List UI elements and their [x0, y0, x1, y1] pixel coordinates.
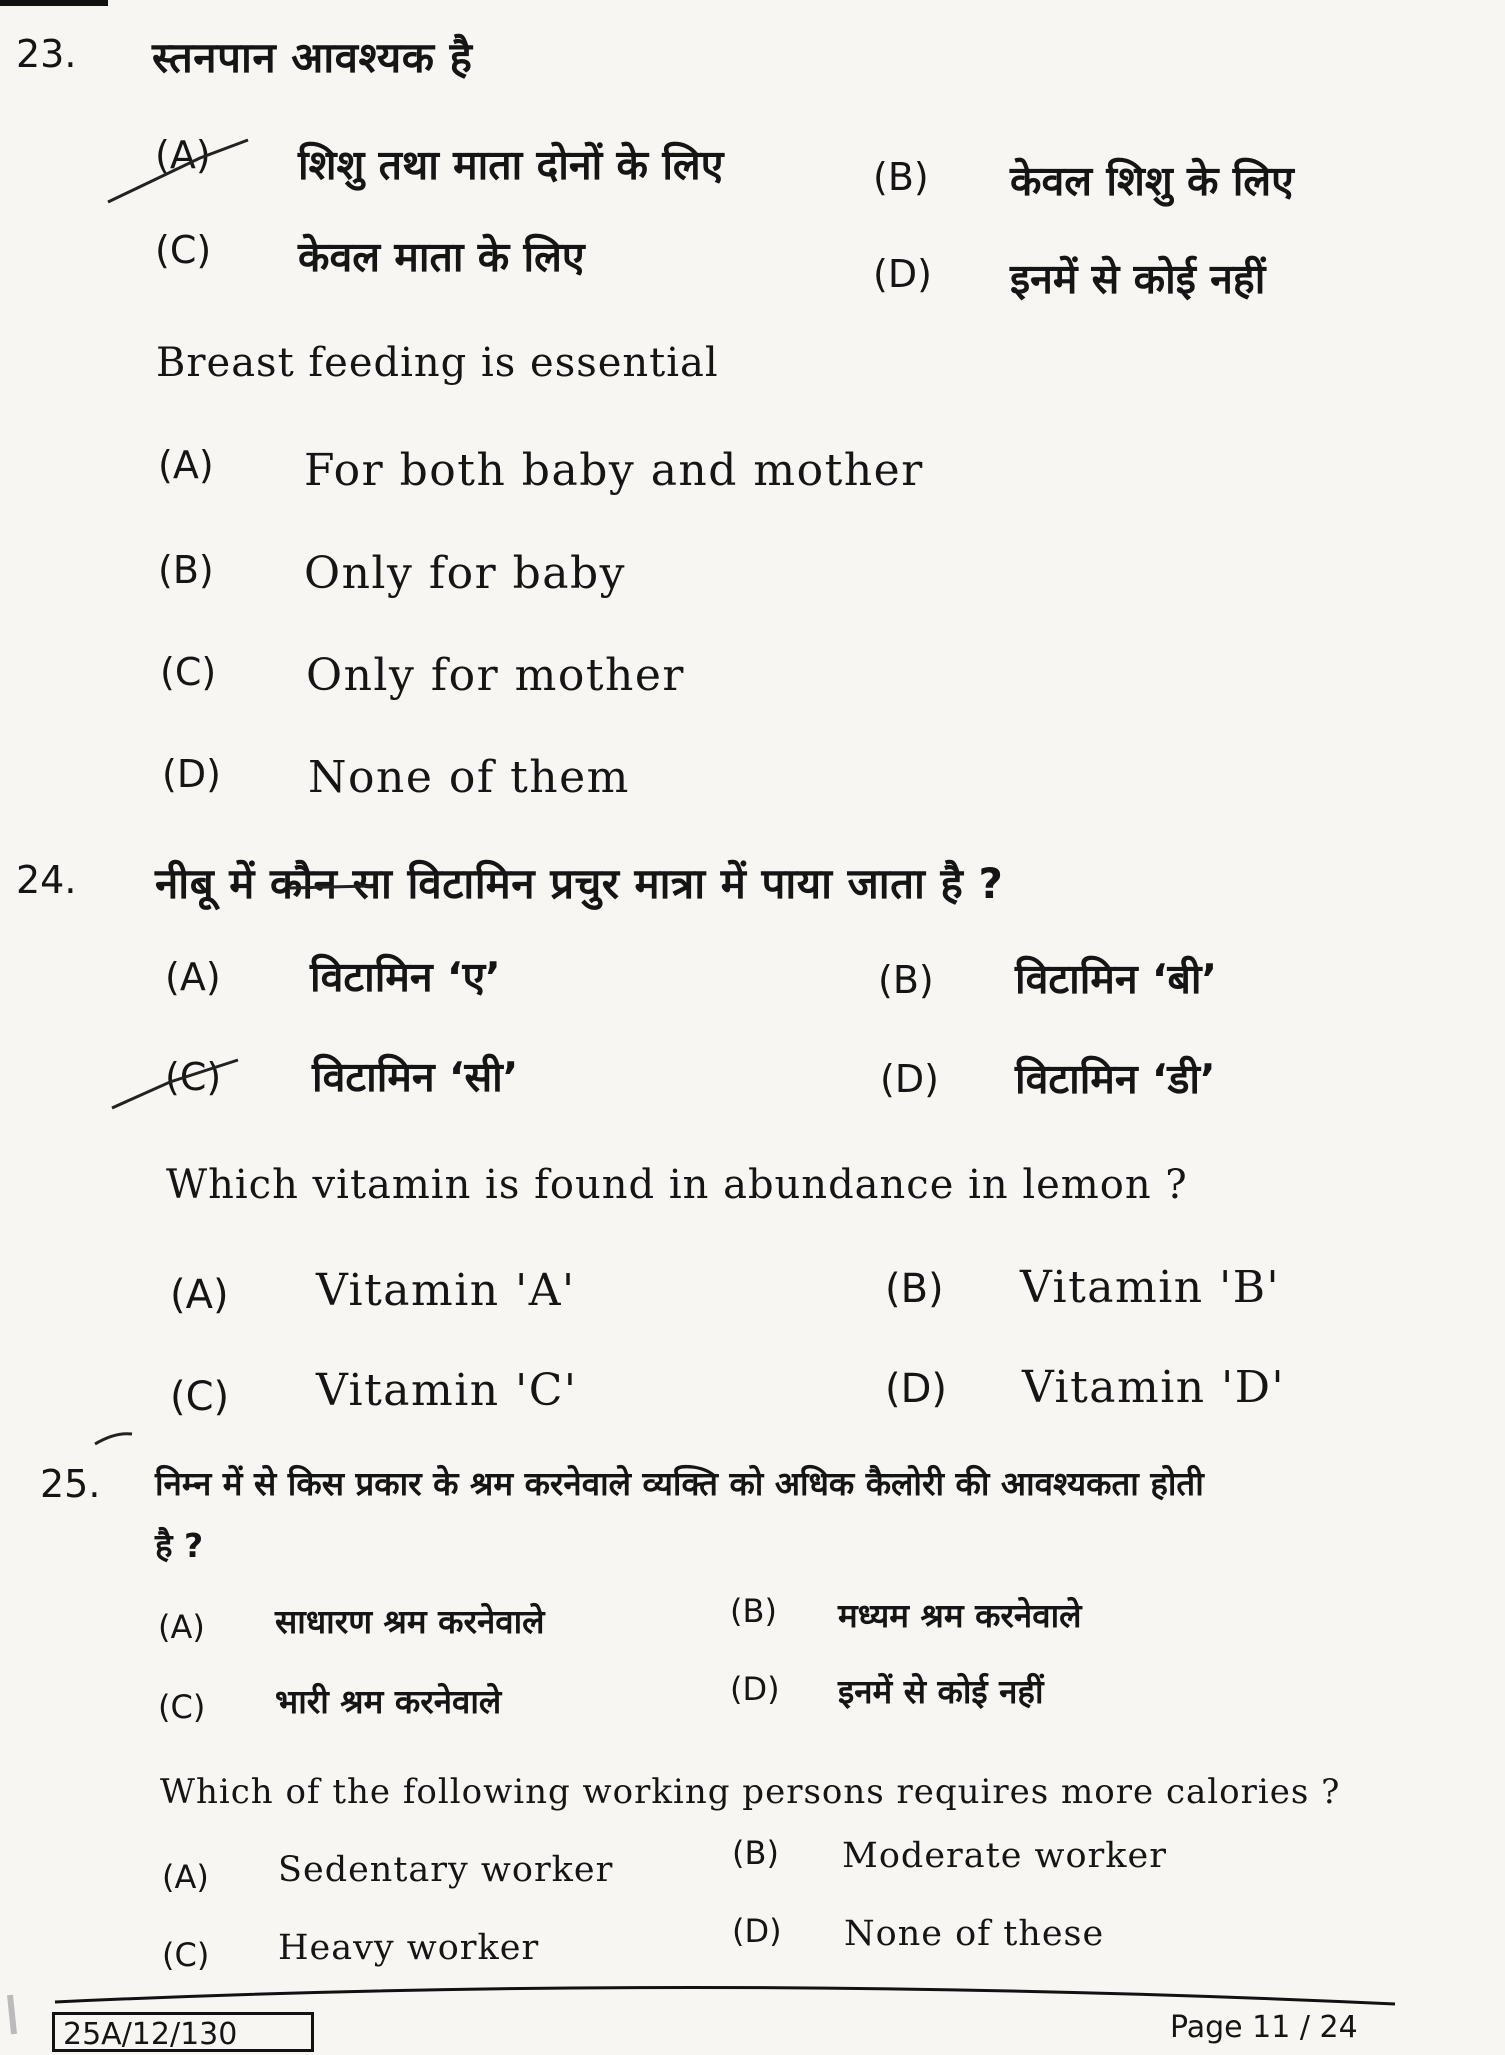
- q24-english-question: Which vitamin is found in abundance in lemon ?: [166, 1162, 1188, 1208]
- q25-hi-b-text: मध्यम श्रम करनेवाले: [838, 1596, 1082, 1635]
- q23-hi-d-label: (D): [873, 252, 932, 296]
- page-bottom-rule: [55, 1987, 1395, 2004]
- q25-number: 25.: [40, 1462, 101, 1506]
- q24-hi-b-label: (B): [878, 958, 934, 1002]
- page-number: Page 11 / 24: [1170, 2010, 1358, 2045]
- q25-hi-d-label: (D): [730, 1670, 780, 1708]
- q24-hi-a-text: विटामिन ‘ए’: [310, 953, 501, 1001]
- q24-en-b-label: (B): [885, 1266, 944, 1312]
- q25-english-question: Which of the following working persons requires more calories ?: [160, 1772, 1341, 1812]
- q25-hi-c-text: भारी श्रम करनेवाले: [275, 1682, 502, 1721]
- q25-en-c-text: Heavy worker: [278, 1928, 540, 1968]
- q23-en-a-label: (A): [158, 443, 214, 487]
- q25-en-c-label: (C): [162, 1936, 210, 1974]
- q23-en-a-text: For both baby and mother: [304, 445, 924, 496]
- q23-hi-a-label: (A): [155, 133, 211, 177]
- q25-hindi-question-line1: निम्न में से किस प्रकार के श्रम करनेवाले व्यक्ति को अधिक कैलोरी की आवश्यकता होती: [155, 1464, 1204, 1503]
- q23-hi-b-text: केवल शिशु के लिए: [1010, 157, 1294, 205]
- left-edge-smudge: [10, 1995, 14, 2034]
- q25-hi-d-text: इनमें से कोई नहीं: [838, 1672, 1044, 1711]
- q23-en-b-label: (B): [158, 548, 214, 592]
- q23-en-b-text: Only for baby: [304, 548, 627, 599]
- q23-en-c-label: (C): [160, 650, 217, 694]
- q24-hi-b-text: विटामिन ‘बी’: [1015, 955, 1218, 1003]
- q25-en-d-text: None of these: [844, 1914, 1105, 1954]
- q25-hi-a-label: (A): [158, 1608, 205, 1646]
- q24-en-d-label: (D): [885, 1366, 948, 1412]
- q23-en-c-text: Only for mother: [306, 650, 685, 701]
- q25-hi-b-label: (B): [730, 1592, 777, 1630]
- q23-number: 23.: [16, 32, 77, 76]
- q24-hi-d-label: (D): [880, 1057, 939, 1101]
- paper-code-box: 25A/12/130: [52, 2012, 314, 2052]
- q24-en-c-text: Vitamin 'C': [316, 1365, 578, 1416]
- q23-hi-c-text: केवल माता के लिए: [298, 233, 585, 281]
- q23-hi-d-text: इनमें से कोई नहीं: [1010, 255, 1266, 303]
- q25-en-a-label: (A): [162, 1858, 209, 1896]
- q23-hindi-question: स्तनपान आवश्यक है: [152, 33, 473, 82]
- q25-en-d-label: (D): [732, 1912, 782, 1950]
- q24-hi-a-label: (A): [165, 955, 221, 999]
- q24-en-c-label: (C): [170, 1374, 230, 1420]
- q24-hi-c-text: विटामिन ‘सी’: [312, 1053, 519, 1101]
- q23-hi-c-label: (C): [155, 228, 212, 272]
- q23-en-d-label: (D): [162, 752, 221, 796]
- q24-hi-c-label: (C): [165, 1055, 222, 1099]
- q25-hindi-question-line2: है ?: [155, 1526, 204, 1565]
- q25-hi-a-text: साधारण श्रम करनेवाले: [275, 1602, 545, 1641]
- q25-hi-c-label: (C): [158, 1688, 206, 1726]
- q25-en-a-text: Sedentary worker: [278, 1850, 614, 1890]
- q23-en-d-text: None of them: [308, 752, 630, 803]
- q25-en-b-text: Moderate worker: [842, 1836, 1167, 1876]
- q23-english-question: Breast feeding is essential: [156, 340, 719, 386]
- pen-stroke-q25: [95, 1434, 132, 1444]
- q24-en-d-text: Vitamin 'D': [1022, 1362, 1286, 1413]
- top-edge-bar: [0, 0, 108, 6]
- q25-en-b-label: (B): [732, 1834, 779, 1872]
- q24-en-a-label: (A): [170, 1272, 229, 1318]
- q24-number: 24.: [16, 858, 77, 902]
- q24-hi-d-text: विटामिन ‘डी’: [1015, 1055, 1216, 1103]
- q23-hi-b-label: (B): [873, 155, 929, 199]
- q23-hi-a-text: शिशु तथा माता दोनों के लिए: [298, 141, 724, 189]
- q24-hindi-question: नीबू में कौन सा विटामिन प्रचुर मात्रा में पाया जाता है ?: [155, 859, 1004, 908]
- q24-en-a-text: Vitamin 'A': [316, 1265, 576, 1316]
- q24-en-b-text: Vitamin 'B': [1020, 1262, 1281, 1313]
